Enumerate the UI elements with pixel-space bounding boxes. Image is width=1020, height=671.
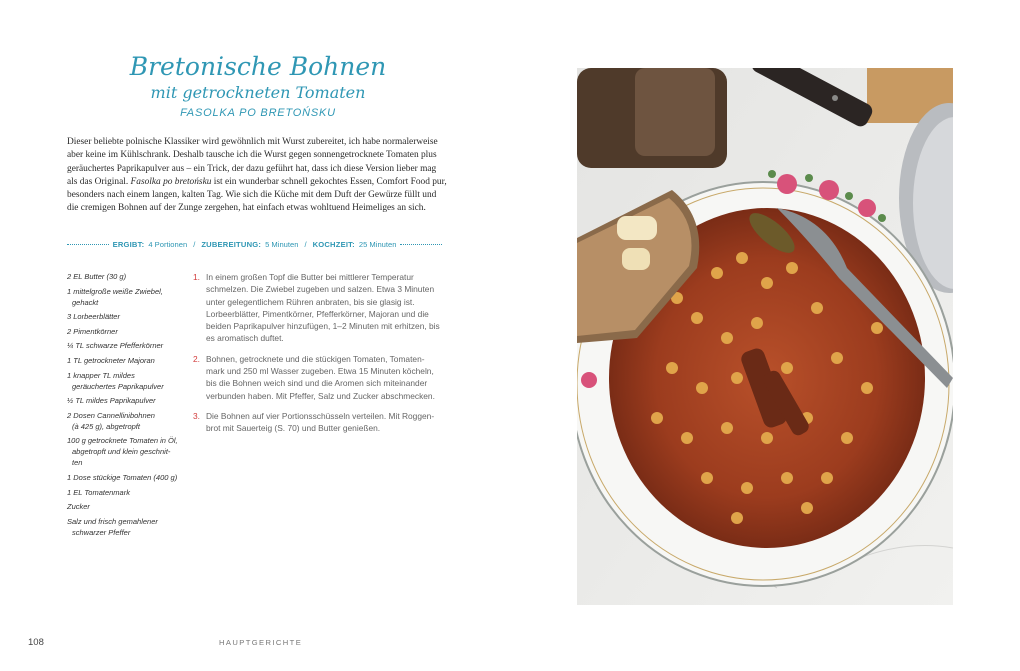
step-line: es aromatisch duftet. [206, 333, 284, 344]
ingredient-continuation: geräuchertes Paprikapulver [72, 381, 164, 391]
yield-label: ERGIBT: [112, 239, 145, 249]
ingredient-continuation: (à 425 g), abgetropft [72, 421, 140, 431]
ingredient-item [67, 487, 185, 498]
step-text [206, 353, 435, 402]
recipe-meta-bar [67, 238, 442, 250]
intro-line-rest: ist ein wunderbar schnell gekochtes Essen, Comfort Food pur, [211, 176, 447, 187]
ingredient-line: 2 Pimentkörner [67, 326, 118, 336]
prep-value: 5 Minuten [265, 239, 299, 249]
step-line: In einem großen Topf die Butter bei mittlerer Temperatur [206, 272, 414, 282]
step-text [206, 271, 440, 345]
ingredient-line: 3 Lorbeerblätter [67, 312, 120, 322]
intro-line: besonders nach einem langen, kalten Tag. Wie sich die Küche mit dem Duft der Gewürze füllt und [67, 190, 437, 201]
step-line: Lorbeerblätter, Pimentkörner, Pfefferkörner, Majoran und die [206, 308, 429, 319]
ingredient-line: 1 TL getrockneter Majoran [67, 355, 155, 365]
prep-label: ZUBEREITUNG: [201, 239, 262, 249]
ingredient-line: 2 EL Butter (30 g) [67, 272, 127, 281]
yield-value: 4 Portionen [148, 239, 188, 249]
step-line: beiden Paprikapulver hinzufügen, 1–2 Minuten mit erhitzen, bis [206, 321, 440, 332]
recipe-subtitle: mit getrockneten Tomaten [150, 83, 366, 102]
ingredient-line: ¼ TL schwarze Pfefferkörner [67, 341, 164, 351]
ingredient-item [67, 340, 185, 351]
section-running-head: HAUPTGERICHTE [219, 638, 303, 647]
ingredient-list [67, 271, 185, 541]
step-line: Die Bohnen auf vier Portionsschüsseln verteilen. Mit Roggen- [206, 410, 435, 421]
ingredient-line: 100 g getrocknete Tomaten in Öl, [67, 436, 178, 446]
step-line: brot mit Sauerteig (S. 70) und Butter genießen. [206, 423, 381, 434]
ingredient-line: Zucker [67, 502, 90, 512]
cook-value: 25 Minuten [358, 239, 397, 249]
step-number: 2. [193, 353, 200, 364]
ingredient-item [67, 410, 185, 432]
step-line: unter gelegentlichem Rühren anbraten, bis sie glasig ist. [206, 296, 415, 307]
ingredient-item [67, 370, 185, 392]
method-steps [193, 271, 443, 443]
ingredient-item [67, 516, 185, 538]
recipe-intro [67, 136, 445, 216]
intro-line: aber keine im Kühlschrank. Deshalb tausche ich die Wurst gegen sonnengetrocknete Tomaten plus [67, 150, 437, 161]
ingredient-line: 2 Dosen Cannellinibohnen [67, 410, 155, 420]
ingredient-item [67, 286, 185, 308]
ingredient-continuation: schwarzer Pfeffer [72, 527, 131, 537]
ingredient-continuation: abgetropft und klein geschnit- [72, 447, 171, 457]
dotted-rule-right [400, 244, 442, 245]
step-line: mark und 250 ml Wasser zugeben. Etwa 15 Minuten köcheln, [206, 366, 434, 377]
ingredient-line: 1 knapper TL mildes [67, 370, 135, 380]
ingredient-line: 1 Dose stückige Tomaten (400 g) [67, 472, 178, 482]
ingredient-item [67, 311, 185, 322]
step-number: 3. [193, 410, 200, 421]
ingredient-continuation: gehackt [72, 297, 99, 307]
ingredient-item [67, 435, 185, 468]
intro-line: die cremigen Bohnen auf der Zunge zergehen, hat einfach etwas wohltuend Heimeliges an sich. [67, 203, 426, 214]
ingredient-line: ½ TL mildes Paprikapulver [67, 396, 156, 406]
ingredient-line: 1 mittelgroße weiße Zwiebel, [67, 286, 163, 296]
ingredient-item [67, 501, 185, 512]
method-step [193, 410, 443, 435]
recipe-original-name: FASOLKA PO BRETOŃSKU [180, 107, 336, 119]
intro-line [67, 176, 445, 189]
page-number: 108 [28, 637, 44, 648]
ingredient-item [67, 326, 185, 337]
step-text [206, 410, 434, 435]
meta-separator: / [193, 239, 196, 249]
ingredient-line: Salz und frisch gemahlener [67, 516, 158, 526]
ingredient-line: 1 EL Tomatenmark [67, 487, 130, 497]
ingredient-item [67, 395, 185, 406]
intro-line: Dieser beliebte polnische Klassiker wird gewöhnlich mit Wurst zubereitet, ich habe normalerweise [67, 137, 438, 147]
ingredient-item [67, 472, 185, 483]
dotted-rule-left [67, 244, 109, 245]
method-step [193, 353, 443, 402]
meta-separator: / [304, 239, 307, 249]
food-photo-illustration [577, 68, 953, 605]
step-line: schmelzen. Die Zwiebel zugeben und salzen. Etwa 3 Minuten [206, 284, 435, 295]
intro-line: geräuchertes Paprikapulver aus – ein Trick, der dazu geführt hat, dass ich diese Version lieber mag [67, 163, 437, 174]
step-line: bis die Bohnen weich sind und die Aromen sich miteinander [206, 378, 428, 389]
ingredient-continuation: ten [72, 458, 83, 468]
step-line: Bohnen, getrocknete und die stückigen Tomaten, Tomaten- [206, 353, 425, 364]
recipe-title: Bretonische Bohnen [129, 52, 387, 81]
cook-label: KOCHZEIT: [312, 239, 355, 249]
method-step [193, 271, 443, 345]
intro-italic-dish-name: Fasolka po bretońsku [130, 176, 212, 187]
bean-stew-photo [577, 68, 953, 605]
ingredient-item [67, 355, 185, 366]
step-line: verbunden haben. Mit Pfeffer, Salz und Zucker abschmecken. [206, 390, 435, 401]
ingredient-item [67, 271, 185, 282]
step-number: 1. [193, 272, 200, 282]
intro-line-start: als das Original. [67, 176, 129, 187]
